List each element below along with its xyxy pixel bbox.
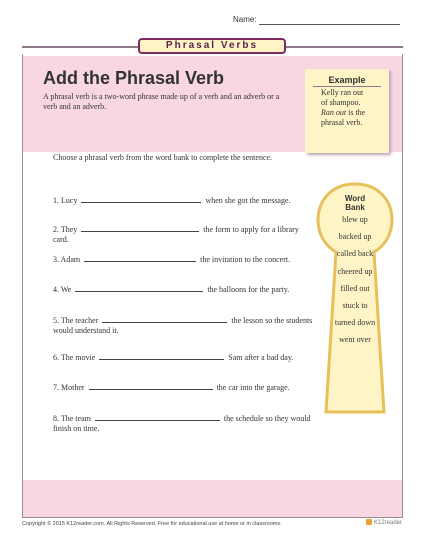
sentence-end: the invitation to the concert. [200,255,291,264]
sentence-continuation: would understand it. [53,326,119,335]
sentence-start: 1. Lucy [53,196,78,205]
k12reader-logo[interactable] [366,519,402,526]
word-bank-item: went over [339,335,371,344]
logo-icon [366,519,372,525]
sentence-start: 8. The team [53,414,91,423]
sentence-end: the balloons for the party. [207,285,290,294]
example-line-1: Kelly ran out [321,88,364,97]
example-box [305,69,389,153]
sentence-start: 6. The movie [53,353,96,362]
word-bank [310,180,400,420]
answer-blank[interactable] [89,381,213,390]
sentence-end: the schedule so they would [223,414,311,423]
sentence-8 [53,412,313,434]
intro-text: A phrasal verb is a two-word phrase made up of a verb and an adverb or a verb and an adverb. [43,92,280,111]
sentence-start: 7. Mother [53,383,85,392]
answer-blank[interactable] [99,351,224,360]
sentence-start: 4. We [53,285,72,294]
sentence-end: the car into the garage. [216,383,290,392]
answer-blank[interactable] [102,314,227,323]
example-line-2: of shampoo. [321,98,361,107]
worksheet-title: Add the Phrasal Verb [43,68,225,88]
sentence-start: 5. The teacher [53,316,99,325]
sentence-5 [53,314,313,336]
answer-blank[interactable] [75,283,203,292]
word-bank-item: backed up [338,232,372,241]
instructions: Choose a phrasal verb from the word bank to complete the sentence. [53,153,273,162]
word-bank-title [310,194,400,212]
sentence-1 [53,194,313,206]
word-bank-item: stuck to [342,301,368,310]
example-title: Example [313,75,381,87]
answer-blank[interactable] [84,253,196,262]
sentence-end: Sam after a bad day. [228,353,294,362]
sentence-continuation: finish on time. [53,424,100,433]
example-line-3 [311,108,383,118]
copyright-text: Copyright © 2015 K12reader.com. All Rights Reserved. Free for educational use at home or in classrooms. [22,521,282,527]
example-line-3-rest: is the [346,108,366,117]
example-phrasal-verb: Ran out [321,108,347,117]
sentence-4 [53,283,313,295]
word-bank-item: called back [336,249,374,258]
word-bank-title-line-1: Word [344,194,366,203]
sentence-3 [53,253,313,265]
name-line [259,24,400,25]
word-bank-item: filled out [340,284,370,293]
sentence-6 [53,351,313,363]
example-line-4: phrasal verb. [321,118,363,127]
sentence-start: 3. Adam [53,255,81,264]
logo-text: K12reader [374,520,403,526]
word-bank-item: turned down [334,318,376,327]
answer-blank[interactable] [81,223,199,232]
category-banner: Phrasal Verbs [138,38,286,54]
sentence-start: 2. They [53,225,78,234]
word-bank-title-line-2: Bank [345,203,365,212]
answer-blank[interactable] [95,412,220,421]
sentence-end: the lesson so the students [231,316,313,325]
name-label: Name: [233,15,257,24]
sentence-7 [53,381,313,393]
word-bank-item: blew up [342,215,368,224]
sentence-end: when she got the message. [205,196,291,205]
word-bank-item: cheered up [337,267,373,276]
answer-blank[interactable] [81,194,201,203]
sentence-end: the form to apply for a library card. [53,225,299,244]
sentence-2 [53,223,313,245]
